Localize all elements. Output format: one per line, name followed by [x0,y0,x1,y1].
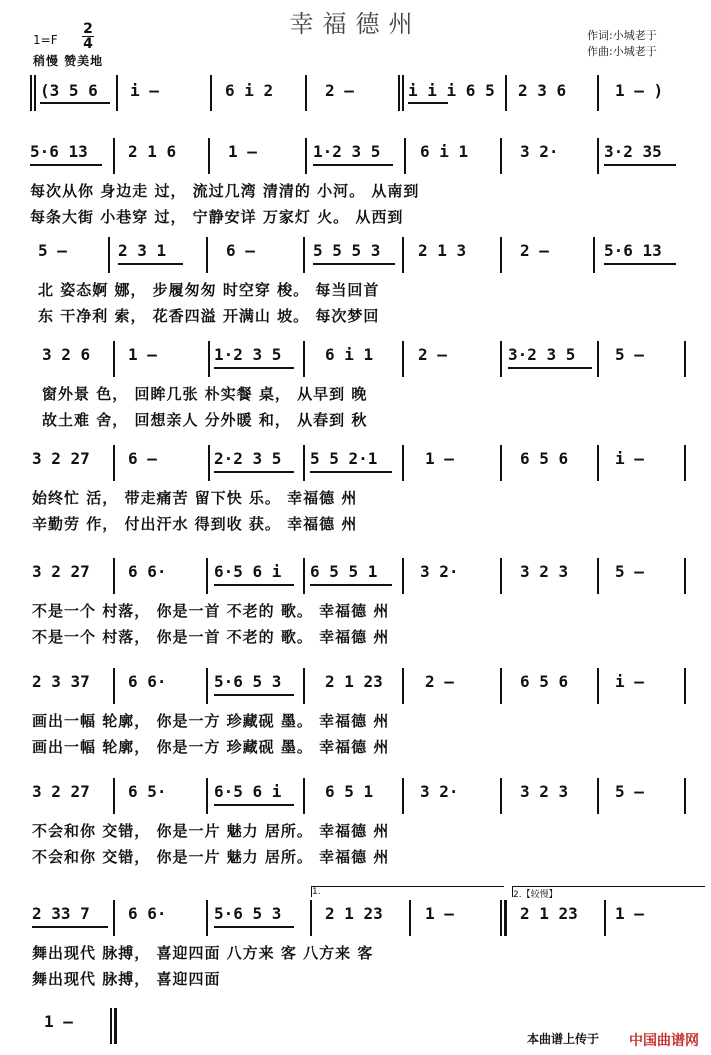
barline [500,445,502,481]
barline [684,341,686,377]
measure: 5 5 2·1 [310,449,378,468]
measure: i – [615,449,644,468]
lyrics-verse-1: 窗外景 色， 回眸几张 朴实餐 桌， 从早到 晚 [42,385,368,403]
barline [597,341,599,377]
barline [113,558,115,594]
barline [597,445,599,481]
barline [210,75,212,111]
measure: 1·2 3 5 [214,345,282,364]
time-sig-bottom: 4 [83,36,93,52]
measure: 5·6 5 3 [214,904,282,923]
lyrics-verse-2: 不是一个 村落， 你是一首 不老的 歌。 幸福德 州 [32,628,390,646]
measure: 1 – ) [615,81,664,100]
lyrics-verse-2: 辛勤劳 作， 付出汗水 得到收 获。 幸福德 州 [32,515,358,533]
barline [684,778,686,814]
barline [604,900,606,936]
lyrics-verse-2: 舞出现代 脉搏， 喜迎四面 [32,970,221,988]
barline [303,778,305,814]
page-title: 幸福德州 [289,10,422,38]
measure: 3 2 3 [520,782,569,801]
measure: 3 2 6 [42,345,91,364]
underline [214,926,294,928]
barline [206,900,208,936]
site-logo[interactable]: 中国曲谱网 [629,1033,699,1049]
lyrics-verse-1: 北 姿态婀 娜， 步履匆匆 时空穿 梭。 每当回首 [38,281,380,299]
barline [402,445,404,481]
barline [303,668,305,704]
lyrics-verse-2: 画出一幅 轮廓， 你是一方 珍藏砚 墨。 幸福德 州 [32,738,390,756]
measure: 2 1 3 [418,241,467,260]
lyrics-verse-2: 东 干净利 索， 花香四溢 开满山 坡。 每次梦回 [38,307,380,325]
barline [34,75,36,111]
measure: 3 2 3 [520,562,569,581]
barline [597,75,599,111]
measure: 2 1 23 [325,672,383,691]
measure: 5 5 5 3 [313,241,381,260]
measure: 2 3 37 [32,672,90,691]
measure: 5 – [615,562,644,581]
barline [402,778,404,814]
barline [500,237,502,273]
measure: 1 – [44,1012,73,1031]
measure: 3·2 35 [604,142,662,161]
composer-credit: 作曲:小城老于 [587,45,657,58]
barline [108,237,110,273]
barline [500,341,502,377]
underline [310,471,392,473]
measure: 2 – [418,345,447,364]
measure: 2 1 23 [520,904,578,923]
barline [504,900,507,936]
underline [40,102,110,104]
barline [114,1008,117,1044]
measure: 2 3 1 [118,241,167,260]
lyrics-verse-1: 不是一个 村落， 你是一首 不老的 歌。 幸福德 州 [32,602,390,620]
barline [110,1008,112,1044]
barline [402,341,404,377]
barline [113,341,115,377]
lyrics-verse-2: 每条大街 小巷穿 过， 宁静安详 万家灯 火。 从西到 [30,208,404,226]
volta-first-ending: 1. [311,886,504,897]
underline [32,926,108,928]
barline [402,668,404,704]
barline [500,900,502,936]
barline [402,558,404,594]
underline [118,263,183,265]
barline [303,445,305,481]
measure: 3 2 27 [32,782,90,801]
measure: 5·6 13 [604,241,662,260]
lyrics-verse-1: 画出一幅 轮廓， 你是一方 珍藏砚 墨。 幸福德 州 [32,712,390,730]
barline [500,778,502,814]
upload-note: 本曲谱上传于 [526,1032,599,1046]
underline [313,263,395,265]
measure: 6 i 1 [325,345,374,364]
barline [113,778,115,814]
underline [310,584,392,586]
barline [684,445,686,481]
barline [113,138,115,174]
measure: 3 2 27 [32,562,90,581]
tempo-marking: 稍慢 赞美地 [33,54,104,68]
barline [597,668,599,704]
barline [113,445,115,481]
barline [206,237,208,273]
measure: 1 – [425,449,454,468]
measure: 6 5 6 [520,449,569,468]
barline [684,668,686,704]
barline [500,558,502,594]
underline [30,164,102,166]
measure: 5·6 5 3 [214,672,282,691]
underline [508,367,592,369]
barline [500,668,502,704]
measure: 1 – [425,904,454,923]
measure: 6 6· [128,672,167,691]
measure: 5 – [38,241,67,260]
measure: 6 i 1 [420,142,469,161]
measure: 6 6· [128,904,167,923]
measure: 3 2· [420,782,459,801]
barline [208,138,210,174]
barline [303,558,305,594]
barline [684,558,686,594]
measure: 3 2 27 [32,449,90,468]
barline [303,341,305,377]
measure: 5 – [615,345,644,364]
barline [597,558,599,594]
measure: 1·2 3 5 [313,142,381,161]
barline [402,75,404,111]
barline [113,668,115,704]
measure: 1 – [228,142,257,161]
measure: 5·6 13 [30,142,88,161]
measure: 6 5 6 [520,672,569,691]
measure: i – [130,81,159,100]
measure: 6·5 6 i [214,782,282,801]
measure: 3·2 3 5 [508,345,576,364]
barline [402,237,404,273]
barline [500,138,502,174]
barline [116,75,118,111]
barline [505,75,507,111]
measure: 6 5 5 1 [310,562,378,581]
underline [214,367,294,369]
underline [214,584,294,586]
measure: 2 1 23 [325,904,383,923]
underline [313,164,393,166]
lyrics-verse-2: 故土难 舍， 回想亲人 分外暖 和， 从春到 秋 [42,411,368,429]
measure: 2·2 3 5 [214,449,282,468]
underline [214,471,294,473]
measure: 2 1 6 [128,142,177,161]
barline [310,900,312,936]
volta-second-ending: 2.【较慢】 [512,886,705,897]
barline [208,445,210,481]
barline [409,900,411,936]
time-signature [82,22,94,51]
lyrics-verse-1: 始终忙 活， 带走痛苦 留下快 乐。 幸福德 州 [32,489,358,507]
measure: 6 5 1 [325,782,374,801]
underline [604,164,676,166]
measure: 3 2· [520,142,559,161]
barline [305,75,307,111]
barline [206,668,208,704]
measure: i – [615,672,644,691]
barline [398,75,400,111]
measure: (3 5 6 [40,81,98,100]
lyrics-verse-1: 舞出现代 脉搏， 喜迎四面 八方来 客 八方来 客 [32,944,374,962]
barline [597,778,599,814]
underline [214,694,294,696]
lyrics-verse-1: 不会和你 交错， 你是一片 魅力 居所。 幸福德 州 [32,822,390,840]
time-sig-top: 2 [83,21,93,37]
measure: 6 5· [128,782,167,801]
measure: 1 – [128,345,157,364]
barline [404,138,406,174]
measure: 6 – [226,241,255,260]
measure: 5 – [615,782,644,801]
underline [604,263,676,265]
measure: 2 – [425,672,454,691]
measure: 2 3 6 [518,81,567,100]
barline [303,237,305,273]
underline [408,102,448,104]
key-signature: 1=F [33,33,58,47]
barline [206,778,208,814]
barline [593,237,595,273]
measure: 2 33 7 [32,904,90,923]
lyricist-credit: 作词:小城老于 [587,29,657,42]
measure: 6 6· [128,562,167,581]
barline [206,558,208,594]
measure: 6 – [128,449,157,468]
barline [30,75,32,111]
lyrics-verse-2: 不会和你 交错， 你是一片 魅力 居所。 幸福德 州 [32,848,390,866]
barline [305,138,307,174]
measure: 2 – [325,81,354,100]
barline [113,900,115,936]
barline [208,341,210,377]
lyrics-verse-1: 每次从你 身边走 过， 流过几湾 清清的 小河。 从南到 [30,182,420,200]
measure: 2 – [520,241,549,260]
barline [597,138,599,174]
measure: i i i 6 5 [408,81,495,100]
underline [214,804,294,806]
measure: 6 i 2 [225,81,274,100]
measure: 3 2· [420,562,459,581]
measure: 1 – [615,904,644,923]
measure: 6·5 6 i [214,562,282,581]
